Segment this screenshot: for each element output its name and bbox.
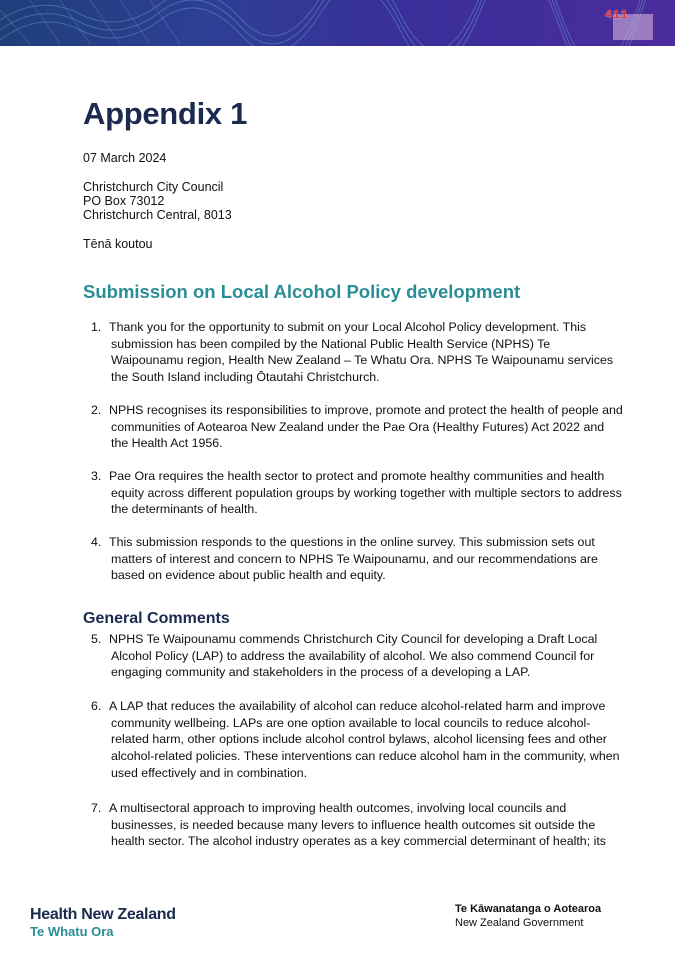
- letter-date: 07 March 2024: [83, 151, 167, 165]
- paragraph-text: NPHS recognises its responsibilities to improve, promote and protect the health of people and: [109, 403, 623, 417]
- address-line-2: PO Box 73012: [83, 194, 165, 208]
- paragraph-4: [91, 534, 636, 584]
- paragraph-text: A LAP that reduces the availability of alcohol can reduce alcohol-related harm and improve: [109, 699, 606, 713]
- banner-pattern: [0, 0, 675, 46]
- paragraph-6: [91, 698, 636, 782]
- header-banner: [0, 0, 675, 46]
- paragraph-number: 2.: [91, 403, 102, 417]
- paragraph-text: the South Island including Ōtautahi Christchurch.: [111, 370, 380, 385]
- paragraph-7: [91, 800, 636, 850]
- page-title: Appendix 1: [83, 96, 248, 131]
- paragraph-text: the determinants of health.: [111, 502, 258, 517]
- paragraph-text: A multisectoral approach to improving health outcomes, involving local councils and: [109, 801, 567, 815]
- paragraph-text: NPHS Te Waipounamu commends Christchurch City Council for developing a Draft Local: [109, 632, 598, 646]
- paragraph-text: alcohol-related policies. These interventions can reduce alcohol ham in the community, when: [111, 749, 620, 764]
- address-line-3: Christchurch Central, 8013: [83, 208, 232, 222]
- paragraph-text: based on evidence about public health and equity.: [111, 568, 386, 583]
- paragraph-number: 7.: [91, 801, 102, 815]
- gov-main: Te Kāwanatanga o Aotearoa: [455, 903, 602, 915]
- general-comments-heading: General Comments: [83, 610, 230, 627]
- paragraph-1: [91, 319, 636, 386]
- paragraph-text: Pae Ora requires the health sector to protect and promote healthy communities and health: [109, 469, 605, 483]
- paragraph-text: Thank you for the opportunity to submit on your Local Alcohol Policy development. This: [109, 320, 587, 334]
- section-heading: Submission on Local Alcohol Policy development: [83, 281, 521, 302]
- paragraph-text: matters of interest and concern to NPHS Te Waipounamu, and our recommendations are: [111, 551, 598, 566]
- paragraph-text: the Health Act 1956.: [111, 436, 223, 451]
- paragraph-text: submission has been compiled by the National Public Health Service (NPHS) Te: [111, 336, 551, 351]
- paragraph-text: community wellbeing. LAPs are one option available to local councils to reduce alcohol-: [111, 715, 591, 730]
- paragraph-text: Waipounamu region, Health New Zealand – Te Whatu Ora. NPHS Te Waipounamu services: [111, 353, 614, 368]
- paragraph-text: This submission responds to the questions in the online survey. This submission sets out: [109, 535, 595, 549]
- paragraph-5: [91, 631, 636, 681]
- paragraph-text: Alcohol Policy (LAP) to address the availability of alcohol. We also commend Council for: [111, 648, 595, 663]
- paragraph-text: communities of Aotearoa New Zealand under the Pae Ora (Healthy Futures) Act 2022 and: [111, 419, 605, 434]
- paragraph-text: equity across different population groups by working together with multiple sectors to address: [111, 485, 622, 500]
- paragraph-number: 1.: [91, 320, 102, 334]
- paragraph-2: [91, 402, 636, 452]
- brand-main: Health New Zealand: [30, 906, 176, 923]
- paragraph-number: 3.: [91, 469, 102, 483]
- page-number-box: [605, 8, 653, 40]
- paragraph-text: health sector. The alcohol industry operates as a key commercial determinant of health; its: [111, 834, 606, 849]
- gov-sub: New Zealand Government: [455, 917, 584, 929]
- address-line-1: Christchurch City Council: [83, 180, 224, 194]
- paragraph-number: 5.: [91, 632, 102, 646]
- greeting: Tēnā koutou: [83, 237, 153, 251]
- paragraph-3: [91, 468, 636, 518]
- paragraph-number: 6.: [91, 699, 102, 713]
- paragraph-number: 4.: [91, 535, 102, 549]
- paragraph-text: engaging community and stakeholders in the process of a developing a LAP.: [111, 665, 531, 680]
- paragraph-text: used effectively and in combination.: [111, 765, 308, 780]
- page-number: 411: [605, 8, 629, 22]
- paragraph-text: businesses, is needed because many levers to influence health outcomes sit outside the: [111, 817, 596, 832]
- nz-government-logo: [455, 902, 601, 930]
- paragraph-text: related harm, other options include alcohol control bylaws, alcohol licensing fees and other: [111, 732, 607, 747]
- health-nz-logo: [30, 906, 176, 939]
- brand-sub: Te Whatu Ora: [30, 924, 114, 939]
